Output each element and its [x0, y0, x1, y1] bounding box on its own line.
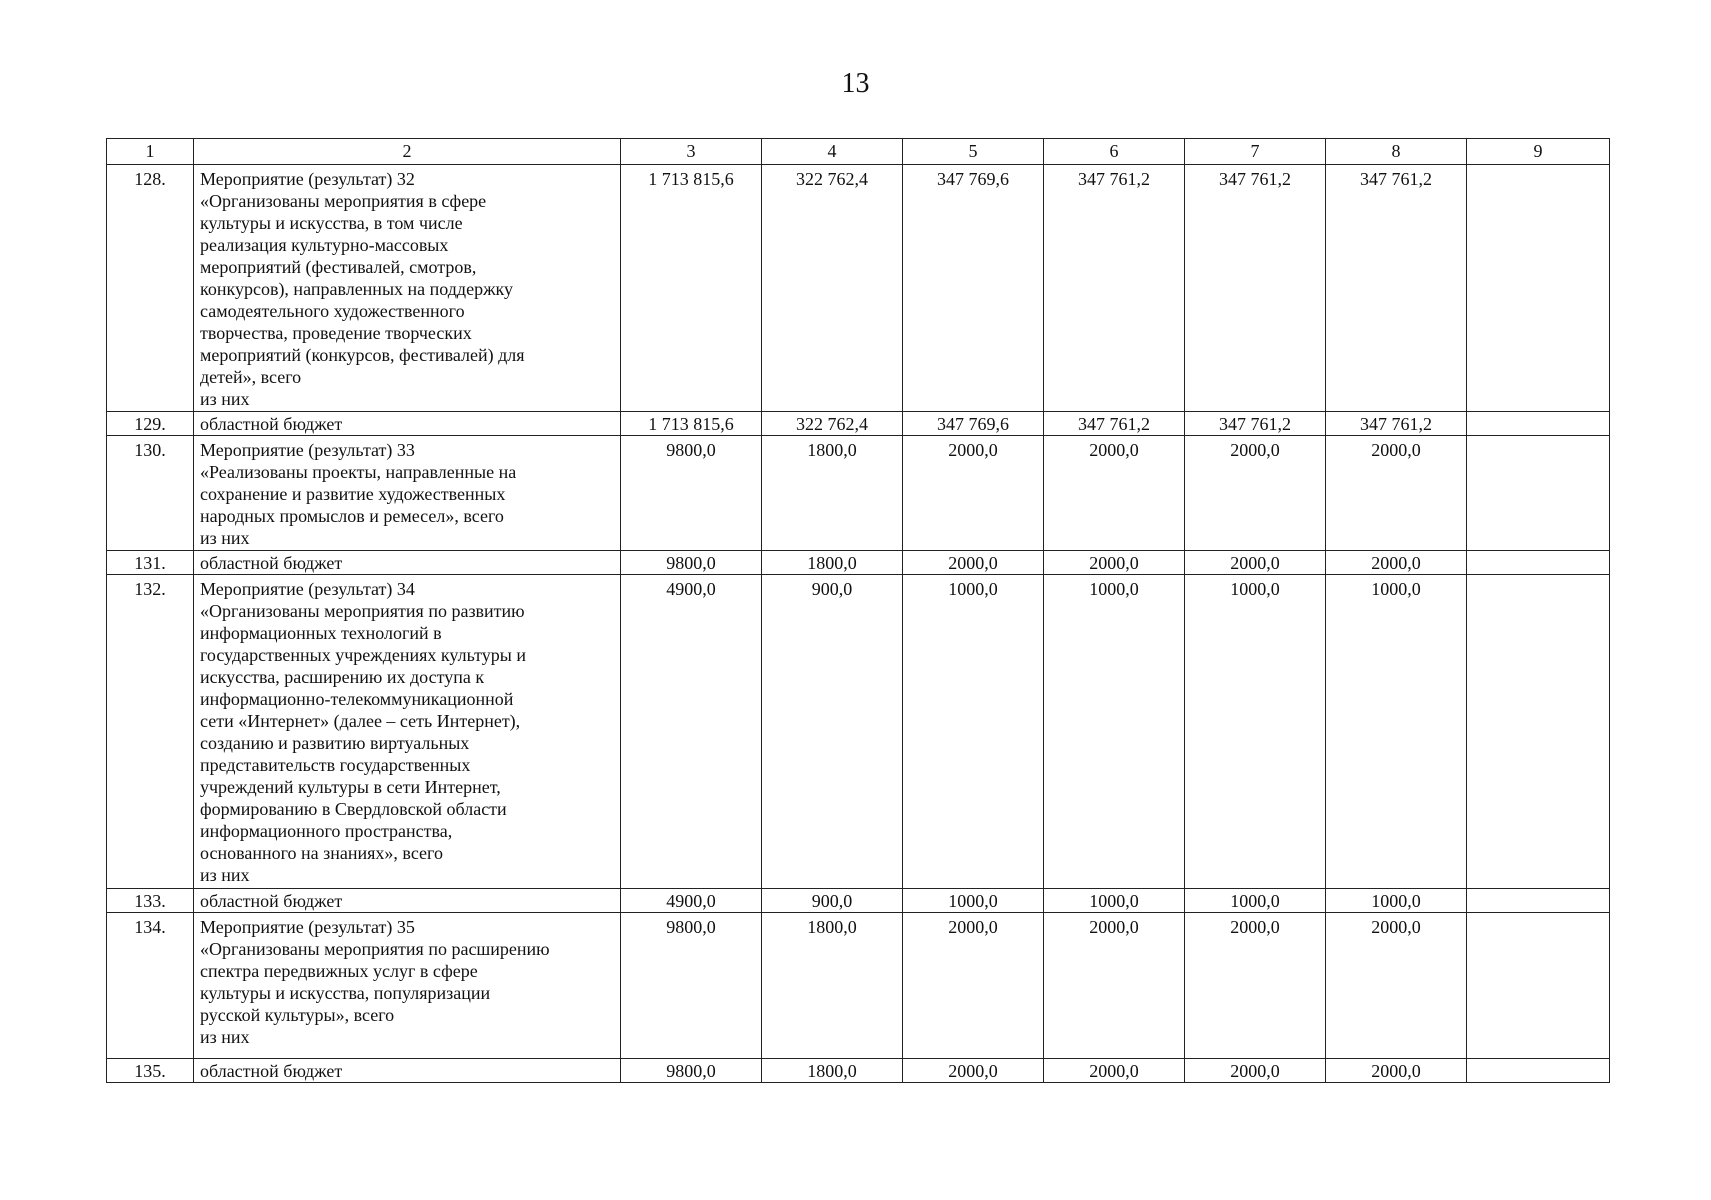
- row-number: 133.: [107, 889, 194, 913]
- description-line: детей», всего: [200, 367, 302, 387]
- value-cell: 1000,0: [903, 575, 1044, 889]
- description-line: из них: [200, 1027, 250, 1047]
- header-cell: 4: [762, 139, 903, 165]
- description-line: информационно-телекоммуникационной: [200, 689, 514, 709]
- header-cell: 7: [1185, 139, 1326, 165]
- value-cell: 1800,0: [762, 551, 903, 575]
- value-cell: [1467, 889, 1610, 913]
- description-line: «Организованы мероприятия в сфере: [200, 191, 487, 211]
- value-cell: 2000,0: [1185, 436, 1326, 551]
- row-number: 132.: [107, 575, 194, 889]
- value-cell: 2000,0: [1326, 913, 1467, 1059]
- value-cell: 1800,0: [762, 436, 903, 551]
- value-cell: 1000,0: [1326, 575, 1467, 889]
- header-cell: 2: [194, 139, 621, 165]
- header-cell: 6: [1044, 139, 1185, 165]
- row-number: 131.: [107, 551, 194, 575]
- description-line: творчества, проведение творческих: [200, 323, 472, 343]
- description-line: из них: [200, 865, 250, 885]
- description-line: конкурсов), направленных на поддержку: [200, 279, 514, 299]
- value-cell: 1800,0: [762, 1059, 903, 1083]
- value-cell: 347 761,2: [1044, 412, 1185, 436]
- table-row: [107, 436, 1610, 551]
- description-line: народных промыслов и ремесел», всего: [200, 506, 504, 526]
- description-line: спектра передвижных услуг в сфере: [200, 961, 478, 981]
- value-cell: 2000,0: [1326, 551, 1467, 575]
- description-line: мероприятий (конкурсов, фестивалей) для: [200, 345, 525, 365]
- value-cell: 1800,0: [762, 913, 903, 1059]
- row-number: 135.: [107, 1059, 194, 1083]
- description-line: культуры и искусства, популяризации: [200, 983, 491, 1003]
- value-cell: 347 769,6: [903, 165, 1044, 412]
- value-cell: 347 769,6: [903, 412, 1044, 436]
- value-cell: 4900,0: [621, 575, 762, 889]
- value-cell: 2000,0: [1326, 1059, 1467, 1083]
- description-line: искусства, расширению их доступа к: [200, 667, 485, 687]
- value-cell: 1000,0: [903, 889, 1044, 913]
- header-cell: 8: [1326, 139, 1467, 165]
- value-cell: 9800,0: [621, 913, 762, 1059]
- value-cell: 347 761,2: [1185, 412, 1326, 436]
- budget-table: [106, 138, 1610, 1083]
- table-row: [107, 1059, 1610, 1083]
- description-line: сохранение и развитие художественных: [200, 484, 506, 504]
- value-cell: [1467, 1059, 1610, 1083]
- header-cell: 1: [107, 139, 194, 165]
- page-number: 13: [841, 68, 870, 99]
- value-cell: 4900,0: [621, 889, 762, 913]
- value-cell: [1467, 436, 1610, 551]
- value-cell: 1000,0: [1185, 889, 1326, 913]
- description-line: Мероприятие (результат) 33: [200, 440, 415, 460]
- row-description: [194, 436, 621, 551]
- value-cell: [1467, 165, 1610, 412]
- header-cell: 3: [621, 139, 762, 165]
- description-line: формированию в Свердловской области: [200, 799, 507, 819]
- row-description: областной бюджет: [194, 1059, 621, 1083]
- value-cell: 2000,0: [903, 913, 1044, 1059]
- row-description: [194, 165, 621, 412]
- description-line: из них: [200, 528, 250, 548]
- value-cell: 2000,0: [1044, 913, 1185, 1059]
- value-cell: 1 713 815,6: [621, 165, 762, 412]
- value-cell: 2000,0: [1185, 913, 1326, 1059]
- value-cell: [1467, 575, 1610, 889]
- description-line: Мероприятие (результат) 35: [200, 917, 415, 937]
- value-cell: 900,0: [762, 575, 903, 889]
- value-cell: 347 761,2: [1326, 412, 1467, 436]
- value-cell: 2000,0: [1044, 551, 1185, 575]
- description-line: информационного пространства,: [200, 821, 453, 841]
- description-line: из них: [200, 389, 250, 409]
- value-cell: 2000,0: [1185, 551, 1326, 575]
- value-cell: 9800,0: [621, 1059, 762, 1083]
- value-cell: 900,0: [762, 889, 903, 913]
- table-row: [107, 575, 1610, 889]
- value-cell: 347 761,2: [1326, 165, 1467, 412]
- description-line: учреждений культуры в сети Интернет,: [200, 777, 501, 797]
- description-line: реализация культурно-массовых: [200, 235, 449, 255]
- description-line: сети «Интернет» (далее – сеть Интернет),: [200, 711, 521, 731]
- header-cell: 9: [1467, 139, 1610, 165]
- value-cell: [1467, 412, 1610, 436]
- value-cell: 347 761,2: [1044, 165, 1185, 412]
- description-line: Мероприятие (результат) 34: [200, 579, 415, 599]
- value-cell: 9800,0: [621, 436, 762, 551]
- description-line: государственных учреждениях культуры и: [200, 645, 526, 665]
- row-number: 134.: [107, 913, 194, 1059]
- table-row: [107, 889, 1610, 913]
- row-description: областной бюджет: [194, 412, 621, 436]
- table-row: [107, 551, 1610, 575]
- description-line: «Реализованы проекты, направленные на: [200, 462, 517, 482]
- description-line: «Организованы мероприятия по расширению: [200, 939, 550, 959]
- header-cell: 5: [903, 139, 1044, 165]
- value-cell: 9800,0: [621, 551, 762, 575]
- row-number: 130.: [107, 436, 194, 551]
- value-cell: [1467, 913, 1610, 1059]
- value-cell: 2000,0: [903, 551, 1044, 575]
- value-cell: 347 761,2: [1185, 165, 1326, 412]
- description-line: мероприятий (фестивалей, смотров,: [200, 257, 477, 277]
- row-description: [194, 575, 621, 889]
- description-line: созданию и развитию виртуальных: [200, 733, 470, 753]
- table-row: [107, 165, 1610, 412]
- value-cell: [1467, 551, 1610, 575]
- row-description: областной бюджет: [194, 889, 621, 913]
- row-number: 128.: [107, 165, 194, 412]
- value-cell: 1000,0: [1044, 889, 1185, 913]
- value-cell: 1 713 815,6: [621, 412, 762, 436]
- description-line: Мероприятие (результат) 32: [200, 169, 415, 189]
- description-line: информационных технологий в: [200, 623, 442, 643]
- table-row: [107, 412, 1610, 436]
- value-cell: 2000,0: [1326, 436, 1467, 551]
- value-cell: 1000,0: [1185, 575, 1326, 889]
- value-cell: 1000,0: [1326, 889, 1467, 913]
- description-line: культуры и искусства, в том числе: [200, 213, 463, 233]
- table-header-row: [107, 139, 1610, 165]
- table-row: [107, 913, 1610, 1059]
- description-line: самодеятельного художественного: [200, 301, 465, 321]
- description-line: основанного на знаниях», всего: [200, 843, 443, 863]
- value-cell: 2000,0: [1185, 1059, 1326, 1083]
- value-cell: 322 762,4: [762, 412, 903, 436]
- value-cell: 2000,0: [903, 1059, 1044, 1083]
- description-line: русской культуры», всего: [200, 1005, 395, 1025]
- value-cell: 322 762,4: [762, 165, 903, 412]
- value-cell: 1000,0: [1044, 575, 1185, 889]
- value-cell: 2000,0: [1044, 1059, 1185, 1083]
- row-number: 129.: [107, 412, 194, 436]
- value-cell: 2000,0: [903, 436, 1044, 551]
- row-description: [194, 913, 621, 1059]
- description-line: «Организованы мероприятия по развитию: [200, 601, 525, 621]
- row-description: областной бюджет: [194, 551, 621, 575]
- description-line: представительств государственных: [200, 755, 471, 775]
- value-cell: 2000,0: [1044, 436, 1185, 551]
